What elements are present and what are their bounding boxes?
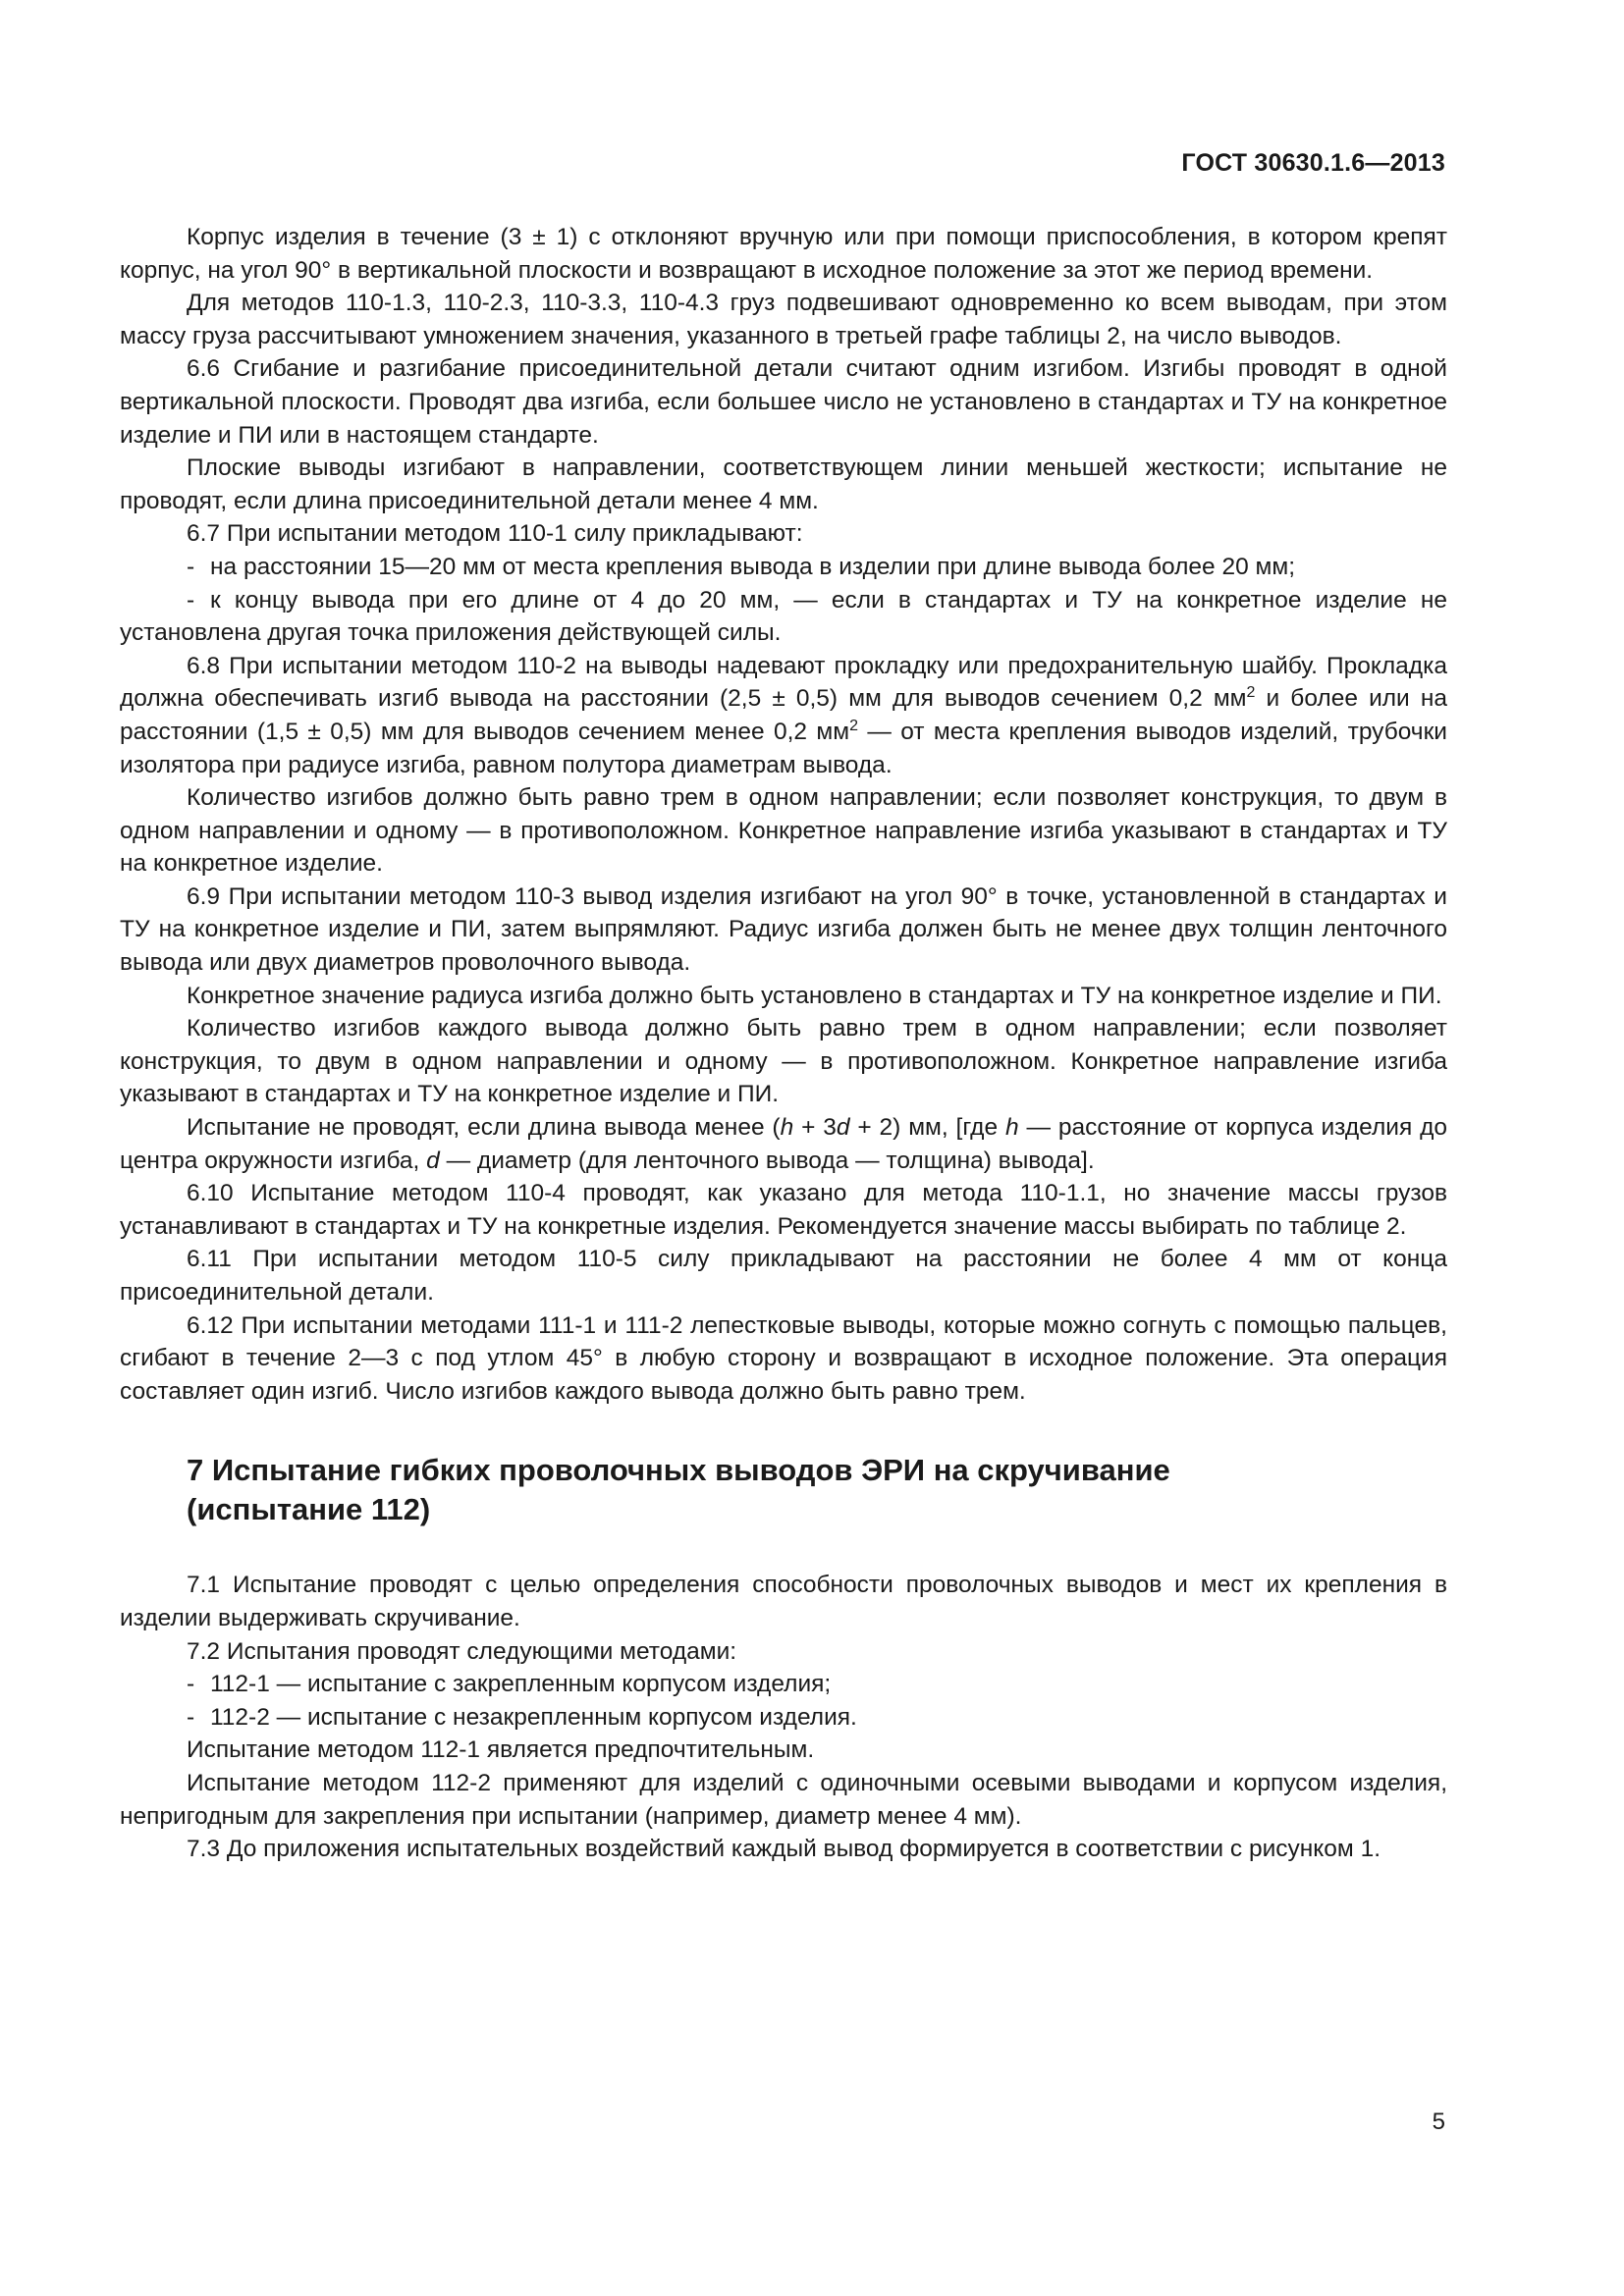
paragraph: 6.9 При испытании методом 110-3 вывод изделия изгибают на угол 90° в точке, установленной в стандартах и ТУ на конкретное изделие и ПИ, затем выпрямляют. Радиус изгиба должен быть не менее двух толщин ленточного вывода или двух диаметров проволочного вывода. [120,882,1447,977]
paragraph: Количество изгибов каждого вывода должно быть равно трем в одном направлении; если позволяет конструкция, то двум в одном направлении и одному — в противоположном. Конкретное направление изгиба указывают в стандартах и ТУ на конкретное изделие и ПИ. [120,1015,1447,1108]
paragraph: Плоские выводы изгибают в направлении, соответствующем линии меньшей жесткости; испытание не проводят, если длина присоединительной детали менее 4 мм. [120,454,1447,514]
list-item [120,584,1447,650]
superscript: 2 [849,717,858,734]
variable-h: h [780,1114,794,1142]
superscript: 2 [1246,684,1256,702]
list-item-text: 112-2 — испытание с незакрепленным корпусом изделия. [210,1703,857,1731]
paragraph: Для методов 110-1.3, 110-2.3, 110-3.3, 110-4.3 груз подвешивают одновременно ко всем выводам, при этом массу груза рассчитывают умножением значения, указанного в третьей графе таблицы 2, на число выводов. [120,290,1447,349]
list-item-text: 112-1 — испытание с закрепленным корпусом изделия; [210,1671,832,1698]
document-header: ГОСТ 30630.1.6—2013 [1181,149,1445,177]
section-title: 7 Испытание гибких проволочных выводов ЭРИ на скручивание (испытание 112) [187,1453,1170,1527]
paragraph-part: 6.8 При испытании методом 110-2 на выводы надевают прокладку или предохранительную шайбу. Прокладка должна обеспечивать изгиб вывода на расстоянии (2,5 ± 0,5) мм для выводов сечением 0,2 мм [120,652,1447,713]
paragraph: 7.3 До приложения испытательных воздействий каждый вывод формируется в соответствии с рисунком 1. [187,1836,1381,1863]
list-item-text: на расстоянии 15—20 мм от места крепления вывода в изделии при длине вывода более 20 мм; [210,553,1296,580]
paragraph: 7.2 Испытания проводят следующими методами: [187,1637,737,1665]
paragraph-part: Испытание не проводят, если длина вывода менее ( [187,1114,781,1142]
paragraph-part: + 3 [793,1114,837,1142]
paragraph-part: — расстояние от корпуса изделия до центра окружности изгиба, [120,1114,1448,1174]
paragraph: Количество изгибов должно быть равно трем в одном направлении; если позволяет конструкция, то двум в одном направлении и одному — в противоположном. Конкретное направление изгиба указывают в стандартах и ТУ на конкретное изделие. [120,784,1447,878]
paragraph: Испытание методом 112-2 применяют для изделий с одиночными осевыми выводами и корпусом изделия, непригодным для закрепления при испытании (например, диаметр менее 4 мм). [120,1769,1447,1830]
list-dash: - [187,553,195,580]
variable-h: h [1004,1114,1019,1142]
paragraph [120,650,1447,781]
paragraph-part: + 2) мм, [где [849,1114,1005,1142]
paragraph: 7.1 Испытание проводят с целью определения способности проволочных выводов и мест их крепления в изделии выдерживать скручивание. [120,1572,1447,1631]
paragraph-part: и более или на расстоянии (1,5 ± 0,5) мм для выводов сечением менее 0,2 мм [120,685,1447,745]
list-item [120,1701,1447,1735]
paragraph: 6.12 При испытании методами 111-1 и 111-2 лепестковые выводы, которые можно согнуть с помощью пальцев, сгибают в течение 2—3 с под утлом 45° в любую сторону и возвращают в исходное положение. Эта операция составляет один изгиб. Число изгибов каждого вывода должно быть равно трем. [120,1311,1447,1405]
paragraph-part: — от места крепления выводов изделий, трубочки изолятора при радиусе изгиба, равном полутора диаметрам вывода. [120,718,1447,778]
list-item [120,1668,1447,1701]
list-dash: - [187,1671,195,1698]
list-dash: - [187,1703,195,1731]
paragraph: 6.11 При испытании методом 110-5 силу прикладывают на расстоянии не более 4 мм от конца присоединительной детали. [120,1246,1447,1306]
document-body [120,221,1447,1866]
paragraph: 6.10 Испытание методом 110-4 проводят, как указано для метода 110-1.1, но значение массы грузов устанавливают в стандартах и ТУ на конкретные изделия. Рекомендуется значение массы выбирать по таблице 2. [120,1180,1447,1240]
paragraph: Конкретное значение радиуса изгиба должно быть установлено в стандартах и ТУ на конкретное изделие и ПИ. [187,982,1442,1009]
paragraph: Корпус изделия в течение (3 ± 1) с отклоняют вручную или при помощи приспособления, в котором крепят корпус, на угол 90° в вертикальной плоскости и возвращают в исходное положение за этот же период времени. [120,224,1447,284]
list-item [120,551,1447,584]
variable-d: d [836,1114,850,1142]
list-item-text: к концу вывода при его длине от 4 до 20 мм, — если в стандартах и ТУ на конкретное изделие не установлена другая точка приложения действующей силы. [120,586,1447,647]
paragraph: 6.6 Сгибание и разгибание присоединительной детали считают одним изгибом. Изгибы проводят в одной вертикальной плоскости. Проводят два изгиба, если большее число не установлено в стандартах и ТУ на конкретное изделие и ПИ или в настоящем стандарте. [120,355,1447,449]
list-dash: - [187,586,195,614]
page-number: 5 [1432,2109,1445,2135]
paragraph [120,1111,1447,1177]
paragraph-part: — диаметр (для ленточного вывода — толщина) вывода]. [439,1147,1095,1174]
paragraph: 6.7 При испытании методом 110-1 силу прикладывают: [187,520,803,548]
paragraph: Испытание методом 112-1 является предпочтительным. [187,1736,815,1764]
variable-d: d [426,1147,440,1174]
